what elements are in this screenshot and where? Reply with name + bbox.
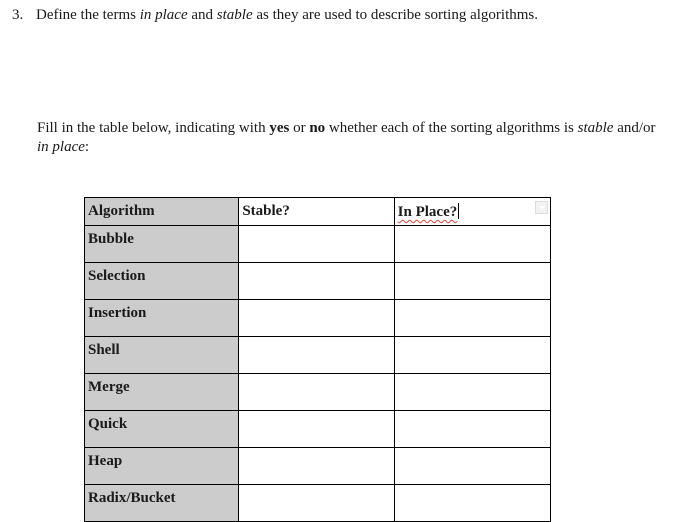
table-row (85, 337, 551, 374)
in-place-cell[interactable] (394, 263, 550, 300)
table-header-row (85, 198, 551, 226)
question-text-and: and (187, 7, 217, 23)
table-row (85, 300, 551, 337)
in-place-cell[interactable] (394, 448, 550, 485)
header-in-place[interactable] (394, 198, 550, 226)
stable-cell[interactable] (239, 263, 394, 300)
instructions-paragraph (37, 119, 662, 157)
question-3 (12, 7, 538, 24)
instructions-text: Fill in the table below, indicating with (37, 120, 270, 136)
algorithm-cell[interactable]: Quick (85, 411, 239, 448)
in-place-cell[interactable] (394, 337, 550, 374)
in-place-cell[interactable] (394, 300, 550, 337)
instructions-text-2: whether each of the sorting algorithms is (325, 120, 578, 136)
question-text-before: Define the terms (36, 7, 140, 23)
stable-cell[interactable] (239, 300, 394, 337)
algorithm-cell[interactable]: Insertion (85, 300, 239, 337)
colon: : (84, 139, 90, 155)
question-number: 3. (12, 7, 24, 23)
term-stable: stable (216, 7, 253, 23)
stable-cell[interactable] (239, 448, 394, 485)
text-cursor (458, 203, 459, 219)
header-algorithm[interactable]: Algorithm (85, 198, 239, 226)
algorithm-cell[interactable]: Radix/Bucket (85, 485, 239, 522)
in-place-cell[interactable] (394, 226, 550, 263)
table-row (85, 411, 551, 448)
algorithm-cell[interactable]: Heap (85, 448, 239, 485)
no-word: no (309, 120, 326, 136)
in-place-cell[interactable] (394, 374, 550, 411)
term-in-place: in place (139, 7, 188, 23)
stable-cell[interactable] (239, 337, 394, 374)
algorithm-cell[interactable]: Bubble (85, 226, 239, 263)
in-place-term: in place (37, 139, 85, 155)
and-or-text: and/or (613, 120, 656, 136)
stable-cell[interactable] (239, 411, 394, 448)
stable-cell[interactable] (239, 374, 394, 411)
algorithm-cell[interactable]: Merge (85, 374, 239, 411)
table-row (85, 226, 551, 263)
algorithm-cell[interactable]: Selection (85, 263, 239, 300)
table-row (85, 448, 551, 485)
dropdown-arrow-icon[interactable] (535, 201, 548, 214)
yes-word: yes (269, 120, 290, 136)
table-row (85, 374, 551, 411)
table-row (85, 263, 551, 300)
algorithm-cell[interactable]: Shell (85, 337, 239, 374)
header-stable[interactable]: Stable? (239, 198, 394, 226)
in-place-cell[interactable] (394, 411, 550, 448)
or-word: or (289, 120, 310, 136)
stable-term: stable (577, 120, 614, 136)
header-in-place-label: In Place? (397, 204, 458, 220)
sorting-algorithms-table (84, 197, 551, 522)
stable-cell[interactable] (239, 226, 394, 263)
question-text-after: as they are used to describe sorting algorithms. (252, 7, 538, 23)
